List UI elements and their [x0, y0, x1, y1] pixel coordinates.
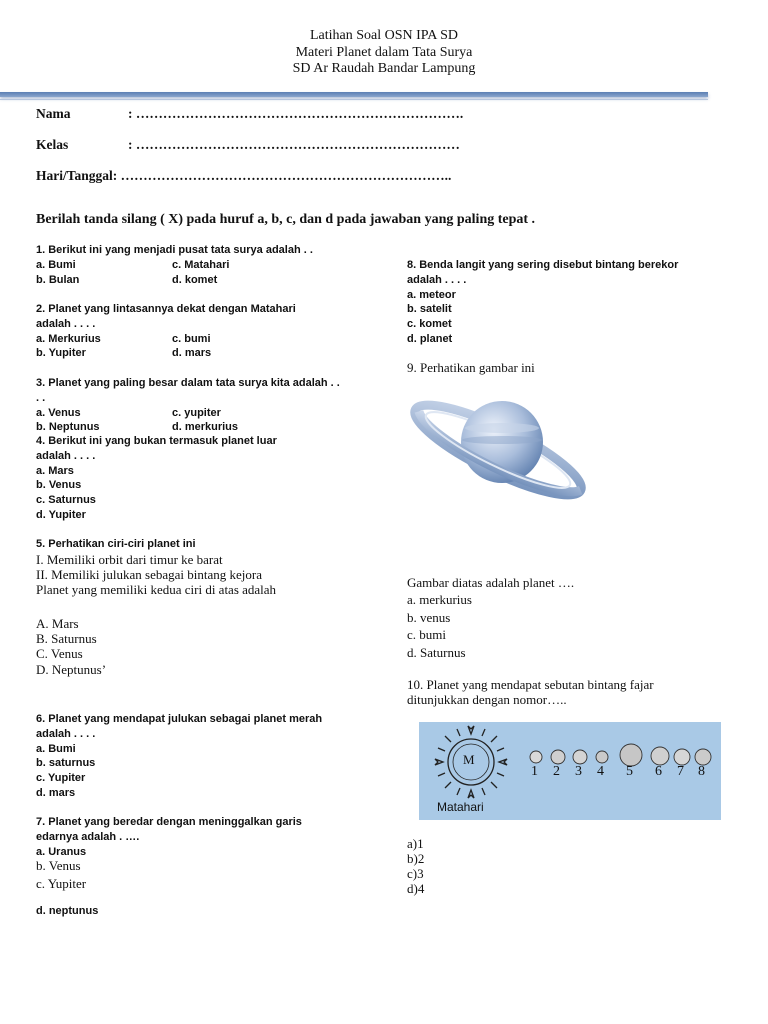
- q9-question: Gambar diatas adalah planet ….: [407, 575, 575, 590]
- question-8-stem-cont: adalah . . . .: [407, 273, 467, 286]
- name-label: Nama: [36, 106, 71, 121]
- header-subtitle: Materi Planet dalam Tata Surya: [295, 44, 473, 60]
- q10-option-c[interactable]: c)3: [407, 866, 424, 881]
- q3-option-d[interactable]: d. merkurius: [172, 421, 239, 434]
- question-4-stem: 4. Berikut ini yang bukan termasuk planet luar: [36, 435, 277, 447]
- question-3: [36, 376, 340, 435]
- question-6-stem: 6. Planet yang mendapat julukan sebagai planet merah: [36, 713, 323, 725]
- question-6-stem-cont: adalah . . . .: [36, 727, 96, 740]
- question-9-stem: 9. Perhatikan gambar ini: [407, 360, 535, 375]
- header-title: Latihan Soal OSN IPA SD: [309, 28, 459, 43]
- q6-option-d[interactable]: d. mars: [36, 786, 76, 799]
- q5-characteristic-1: I. Memiliki orbit dari timur ke barat: [36, 552, 223, 567]
- q5-question: Planet yang memiliki kedua ciri di atas adalah: [36, 582, 277, 597]
- q4-option-d[interactable]: d. Yupiter: [36, 508, 86, 521]
- q5-option-d[interactable]: D. Neptunus’: [36, 662, 107, 677]
- q3-option-b[interactable]: b. Neptunus: [36, 421, 100, 434]
- planet-number-3: 3: [575, 764, 582, 779]
- question-2: [36, 302, 296, 361]
- question-10-stem-cont: ditunjukkan dengan nomor…..: [407, 692, 567, 707]
- q8-option-c[interactable]: c. komet: [407, 318, 452, 331]
- question-2-stem-cont: adalah . . . .: [36, 317, 96, 330]
- q8-option-b[interactable]: b. satelit: [407, 303, 452, 316]
- question-4-stem-cont: adalah . . . .: [36, 449, 96, 462]
- question-6: [36, 712, 322, 801]
- q7-option-b[interactable]: b. Venus: [36, 858, 81, 873]
- class-label: Kelas: [36, 137, 69, 152]
- q6-option-c[interactable]: c. Yupiter: [36, 772, 86, 785]
- planet-number-1: 1: [531, 764, 538, 779]
- name-dots[interactable]: : ……………………………………………………………….: [128, 106, 464, 121]
- q9-option-c[interactable]: c. bumi: [407, 627, 446, 642]
- q2-option-c[interactable]: c. bumi: [172, 332, 211, 345]
- q3-option-c[interactable]: c. yupiter: [172, 406, 221, 419]
- figure-caption: Matahari: [437, 800, 484, 814]
- q3-option-a[interactable]: a. Venus: [36, 406, 81, 419]
- q9-option-b[interactable]: b. venus: [407, 610, 451, 625]
- instruction: Berilah tanda silang ( X) pada huruf a, b, c, dan d pada jawaban yang paling tepat .: [36, 212, 536, 227]
- q4-option-c[interactable]: c. Saturnus: [36, 494, 96, 507]
- q5-characteristic-2: II. Memiliki julukan sebagai bintang kejora: [36, 567, 262, 582]
- q1-option-c[interactable]: c. Matahari: [172, 258, 230, 271]
- q5-option-c[interactable]: C. Venus: [36, 646, 83, 661]
- planet-number-8: 8: [698, 764, 705, 779]
- q4-option-a[interactable]: a. Mars: [36, 464, 74, 477]
- q9-option-d[interactable]: d. Saturnus: [407, 645, 466, 660]
- q5-option-a[interactable]: A. Mars: [36, 616, 79, 631]
- question-8-stem: 8. Benda langit yang sering disebut bintang berekor: [407, 259, 679, 271]
- q4-option-b[interactable]: b. Venus: [36, 479, 82, 492]
- date-field[interactable]: [36, 168, 451, 184]
- class-field[interactable]: [36, 137, 460, 153]
- question-3-stem: 3. Planet yang paling besar dalam tata surya kita adalah . .: [36, 377, 340, 389]
- class-dots[interactable]: : ………………………………………………………………: [128, 137, 460, 152]
- q2-option-b[interactable]: b. Yupiter: [36, 347, 86, 360]
- worksheet-header: [0, 28, 768, 78]
- q1-option-d[interactable]: d. komet: [172, 273, 218, 286]
- q10-option-d[interactable]: d)4: [407, 881, 425, 896]
- header-divider: [0, 92, 708, 97]
- question-8: [407, 258, 678, 347]
- question-7-stem: 7. Planet yang beredar dengan meninggalkan garis: [36, 816, 302, 828]
- planet-number-5: 5: [626, 764, 633, 779]
- q6-option-b[interactable]: b. saturnus: [36, 757, 96, 770]
- question-3-stem-cont: . .: [36, 391, 46, 404]
- q8-option-a[interactable]: a. meteor: [407, 288, 456, 301]
- q8-option-d[interactable]: d. planet: [407, 332, 453, 345]
- question-1: [36, 243, 313, 287]
- question-4: [36, 434, 277, 523]
- name-field[interactable]: [36, 106, 463, 122]
- question-1-stem: 1. Berikut ini yang menjadi pusat tata surya adalah . .: [36, 244, 313, 256]
- question-7-stem-cont: edarnya adalah . ….: [36, 830, 140, 843]
- header-divider-shadow: [0, 99, 708, 100]
- q6-option-a[interactable]: a. Bumi: [36, 742, 76, 755]
- q1-option-a[interactable]: a. Bumi: [36, 258, 76, 271]
- question-7: [36, 815, 302, 859]
- planet-number-2: 2: [553, 764, 560, 779]
- q2-option-a[interactable]: a. Merkurius: [36, 332, 101, 345]
- planet-number-4: 4: [597, 764, 604, 779]
- question-10-stem: 10. Planet yang mendapat sebutan bintang fajar: [407, 677, 654, 692]
- planet-number-6: 6: [655, 764, 662, 779]
- date-dots[interactable]: ………………………………………………………………..: [117, 168, 452, 183]
- sun-letter: M: [463, 752, 475, 767]
- q10-option-a[interactable]: a)1: [407, 836, 424, 851]
- q7-option-c[interactable]: c. Yupiter: [36, 876, 87, 891]
- q7-option-a[interactable]: a. Uranus: [36, 845, 87, 858]
- question-2-stem: 2. Planet yang lintasannya dekat dengan Matahari: [36, 303, 296, 315]
- date-label: Hari/Tanggal:: [36, 168, 118, 183]
- q5-option-b[interactable]: B. Saturnus: [36, 631, 97, 646]
- q10-option-b[interactable]: b)2: [407, 851, 425, 866]
- q9-option-a[interactable]: a. merkurius: [407, 592, 472, 607]
- header-school: SD Ar Raudah Bandar Lampung: [292, 61, 476, 76]
- q1-option-b[interactable]: b. Bulan: [36, 273, 80, 286]
- planet-number-7: 7: [677, 764, 684, 779]
- saturn-image: [408, 394, 588, 506]
- q7-option-d[interactable]: d. neptunus: [36, 905, 99, 917]
- q2-option-d[interactable]: d. mars: [172, 347, 212, 360]
- solar-system-image: [419, 722, 721, 820]
- question-5-stem: 5. Perhatikan ciri-ciri planet ini: [36, 538, 196, 550]
